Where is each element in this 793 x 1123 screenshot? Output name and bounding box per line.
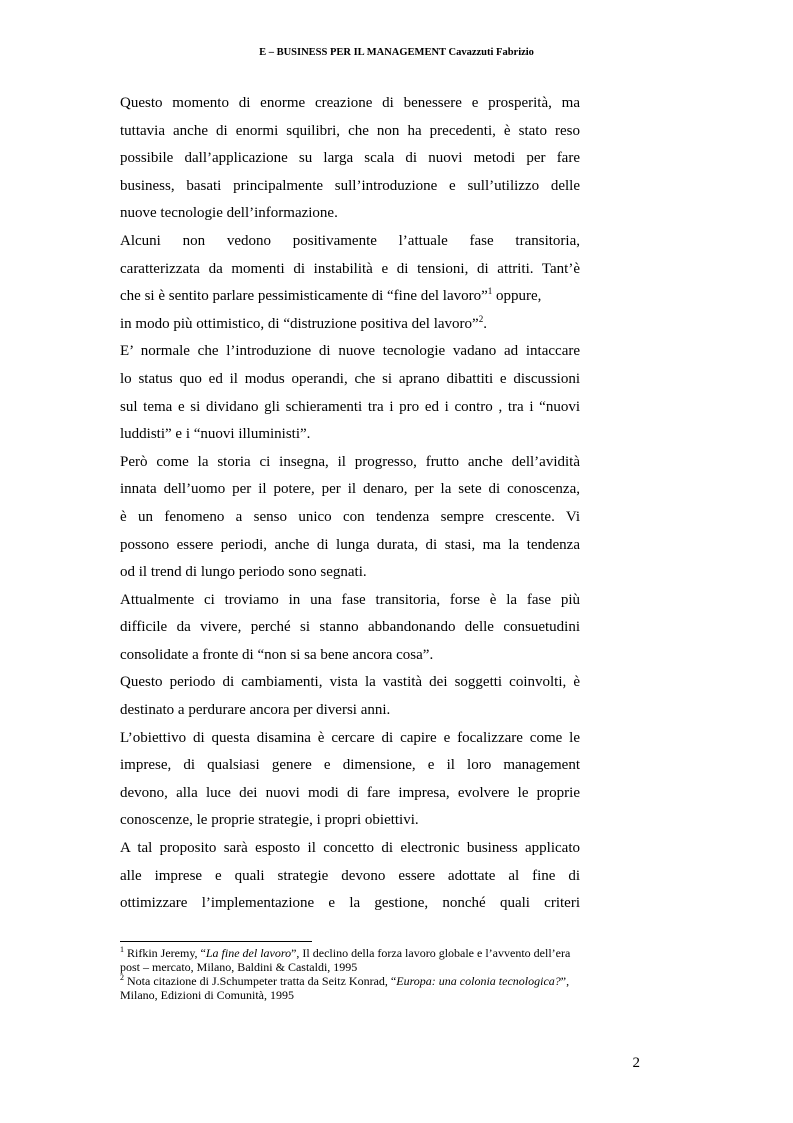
footnote-title: Europa: una colonia tecnologica? bbox=[396, 974, 561, 988]
footnote-2 bbox=[120, 974, 625, 988]
text-line: possono essere periodi, anche di lunga durata, di stasi, ma la tendenza bbox=[120, 536, 580, 553]
text-line: tuttavia anche di enormi squilibri, che non ha precedenti, è stato reso bbox=[120, 122, 580, 139]
text-line: Però come la storia ci insegna, il progresso, frutto anche dell’avidità bbox=[120, 453, 580, 470]
footnote-text: Nota citazione di J.Schumpeter tratta da Seitz Konrad, “ bbox=[124, 974, 397, 988]
footnote-1-continued: post – mercato, Milano, Baldini & Castaldi, 1995 bbox=[120, 960, 358, 974]
text-line: Questo momento di enorme creazione di benessere e prosperità, ma bbox=[120, 95, 580, 111]
text-line: è un fenomeno a senso unico con tendenza sempre crescente. Vi bbox=[120, 508, 580, 525]
text-line: destinato a perdurare ancora per diversi anni. bbox=[120, 702, 391, 719]
footnote-separator bbox=[120, 941, 312, 942]
footnote-1 bbox=[120, 946, 625, 960]
footnote-text: ”, bbox=[560, 974, 570, 988]
page-number: 2 bbox=[632, 1055, 640, 1071]
footnote-ref: 1 bbox=[487, 286, 493, 297]
footnote-text: ”, Il declino della forza lavoro globale e l’avvento dell’era bbox=[291, 946, 571, 960]
text-line: E’ normale che l’introduzione di nuove tecnologie vadano ad intaccare bbox=[120, 343, 580, 360]
body-text bbox=[120, 90, 580, 918]
text-line: A tal proposito sarà esposto il concetto di electronic business applicato bbox=[120, 840, 580, 857]
text-fragment: che si è sentito parlare pessimisticamente di “fine del lavoro” bbox=[120, 288, 488, 305]
footnote-2-continued: Milano, Edizioni di Comunità, 1995 bbox=[120, 988, 294, 1002]
text-line: devono, alla luce dei nuovi modi di fare impresa, evolvere le proprie bbox=[120, 784, 580, 801]
footnote-title: La fine del lavoro bbox=[205, 946, 292, 960]
text-line: alle imprese e quali strategie devono essere adottate al fine di bbox=[120, 867, 580, 884]
footnotes bbox=[120, 946, 625, 1002]
text-fragment: in modo più ottimistico, di “distruzione positiva del lavoro” bbox=[120, 315, 479, 332]
text-line: sul tema e si dividano gli schieramenti tra i pro ed i contro , tra i “nuovi bbox=[120, 398, 580, 415]
text-line: Questo periodo di cambiamenti, vista la vastità dei soggetti coinvolti, è bbox=[120, 674, 580, 691]
text-line: consolidate a fronte di “non si sa bene ancora cosa”. bbox=[120, 646, 434, 663]
text-line: lo status quo ed il modus operandi, che si aprano dibattiti e discussioni bbox=[120, 370, 580, 387]
text-line: imprese, di qualsiasi genere e dimensione, e il loro management bbox=[120, 757, 580, 774]
text-line: business, basati principalmente sull’introduzione e sull’utilizzo delle bbox=[120, 177, 580, 194]
text-line: innata dell’uomo per il potere, per il denaro, per la sete di conoscenza, bbox=[120, 481, 580, 498]
text-line: Alcuni non vedono positivamente l’attuale fase transitoria, bbox=[120, 232, 580, 249]
text-line: L’obiettivo di questa disamina è cercare di capire e focalizzare come le bbox=[120, 729, 580, 746]
footnote-number: 2 bbox=[120, 973, 124, 982]
text-line: caratterizzata da momenti di instabilità e di tensioni, di attriti. Tant’è bbox=[120, 260, 580, 277]
text-line: possibile dall’applicazione su larga scala di nuovi metodi per fare bbox=[120, 150, 580, 167]
text-fragment: . bbox=[483, 315, 487, 332]
footnote-text: Rifkin Jeremy, “ bbox=[124, 946, 206, 960]
text-line bbox=[120, 311, 580, 339]
text-fragment: oppure, bbox=[492, 288, 542, 305]
text-line: luddisti” e i “nuovi illuministi”. bbox=[120, 426, 311, 443]
text-line: od il trend di lungo periodo sono segnati. bbox=[120, 564, 367, 581]
text-line bbox=[120, 283, 580, 311]
text-line: difficile da vivere, perché si stanno abbandonando delle consuetudini bbox=[120, 619, 580, 636]
footnote-number: 1 bbox=[120, 945, 124, 954]
text-line: conoscenze, le proprie strategie, i propri obiettivi. bbox=[120, 812, 419, 829]
text-line: Attualmente ci troviamo in una fase transitoria, forse è la fase più bbox=[120, 591, 580, 608]
text-line: nuove tecnologie dell’informazione. bbox=[120, 205, 338, 222]
running-header: E – BUSINESS PER IL MANAGEMENT Cavazzuti Fabrizio bbox=[259, 47, 534, 58]
footnote-ref: 2 bbox=[478, 313, 484, 324]
text-line: ottimizzare l’implementazione e la gestione, nonché quali criteri bbox=[120, 895, 580, 912]
